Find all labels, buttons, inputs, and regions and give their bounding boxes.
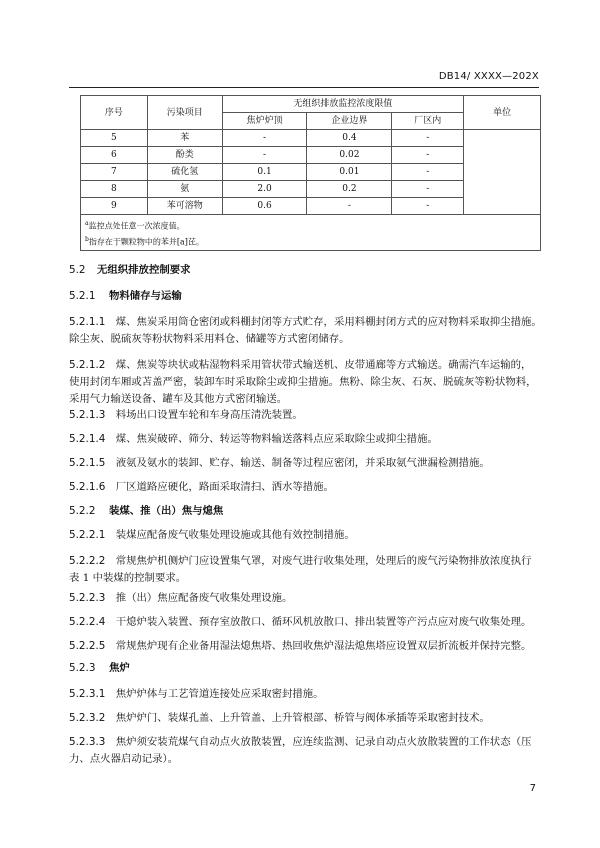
- clause-text: 焦炉须安装荒煤气自动点火放散装置，应连续监测、记录自动点火放散装置的工作状态（压: [115, 736, 532, 748]
- table-note: [85, 217, 536, 233]
- clause-paragraph: [69, 357, 543, 408]
- table-notes: [81, 215, 541, 251]
- section-title: 装煤、推（出）焦与熄焦: [109, 505, 224, 517]
- section-number: 5.2.2: [69, 505, 96, 517]
- row-pollutant: 酚类: [147, 147, 222, 164]
- col-header-oven-top: 焦炉炉顶: [222, 113, 307, 130]
- clause-number: 5.2.1.2: [69, 359, 106, 371]
- clause-number: 5.2.1.1: [69, 316, 106, 328]
- clause-number: 5.2.2.3: [69, 592, 106, 604]
- clause-number: 5.2.3.3: [69, 736, 106, 748]
- row-plant-area: -: [392, 164, 464, 181]
- clause-text: 使用封闭车厢或苫盖严密，装卸车时采取除尘或抑尘措施。焦粉、除尘灰、石灰、脱硫灰等粉状物料，: [69, 376, 537, 388]
- note-text: 指存在于颗粒物中的苯并[a]芘。: [88, 237, 204, 247]
- col-header-limit-group: 无组织排放监控浓度限值: [222, 96, 463, 113]
- section-number: 5.2: [69, 264, 86, 276]
- clause-text: 除尘灰、脱硫灰等粉状物料采用料仓、储罐等方式密闭储存。: [69, 333, 350, 345]
- col-header-boundary: 企业边界: [307, 113, 392, 130]
- clause-text: 力、点火器启动记录）。: [69, 753, 179, 765]
- col-header-pollutant: 污染项目: [147, 96, 222, 130]
- row-oven-top: 0.1: [222, 164, 307, 181]
- row-plant-area: -: [392, 130, 464, 147]
- section-title: 物料储存与运输: [109, 290, 182, 302]
- section-number: 5.2.1: [69, 290, 96, 302]
- clause-paragraph: [69, 407, 543, 424]
- clause-paragraph: [69, 553, 543, 587]
- note-mark: b: [85, 235, 89, 243]
- clause-number: 5.2.2.5: [69, 640, 106, 652]
- clause-text: 煤、焦炭采用筒仓密闭或料棚封闭等方式贮存，采用料棚封闭方式的应对物料采取抑尘措施。: [115, 316, 542, 328]
- row-pollutant: 硫化氢: [147, 164, 222, 181]
- section-heading: [69, 503, 543, 520]
- row-oven-top: 2.0: [222, 181, 307, 198]
- document-code: DB14/ XXXX—202X: [438, 71, 539, 82]
- clause-paragraph: [69, 314, 543, 348]
- clause-text: 煤、焦炭等块状或粘湿物料采用管状带式输送机、皮带通廊等方式输送。确需汽车运输的，: [115, 359, 532, 371]
- clause-text: 焦炉炉体与工艺管道连接处应采取密封措施。: [115, 688, 324, 700]
- clause-number: 5.2.1.5: [69, 457, 106, 469]
- row-seq: 7: [81, 164, 148, 181]
- row-boundary: 0.02: [307, 147, 392, 164]
- note-text: 监控点处任意一次浓度值。: [88, 221, 185, 231]
- clause-paragraph: [69, 638, 543, 655]
- clause-paragraph: [69, 710, 543, 727]
- clause-text: 采用气力输送设备、罐车及其他方式密闭输送。: [69, 393, 288, 405]
- clause-text: 常规焦炉机侧炉门应设置集气罩，对废气进行收集处理，处理后的废气污染物排放浓度执行: [115, 555, 532, 567]
- emission-limits-table: [80, 95, 541, 251]
- section-heading: [69, 288, 543, 305]
- row-plant-area: -: [392, 198, 464, 215]
- col-header-unit: 单位: [464, 96, 541, 130]
- row-unit: [464, 130, 541, 215]
- clause-paragraph: [69, 527, 543, 544]
- col-header-seq: 序号: [81, 96, 148, 130]
- clause-paragraph: [69, 431, 543, 448]
- clause-paragraph: [69, 734, 543, 768]
- section-title: 无组织排放控制要求: [97, 264, 191, 276]
- clause-text: 推（出）焦应配备废气收集处理设施。: [115, 592, 293, 604]
- clause-text: 液氨及氨水的装卸、贮存、输送、制备等过程应密闭，并采取氨气泄漏检测措施。: [115, 457, 490, 469]
- row-pollutant: 苯: [147, 130, 222, 147]
- clause-number: 5.2.2.2: [69, 555, 106, 567]
- table-body: [81, 130, 541, 215]
- clause-text: 干熄炉装入装置、预存室放散口、循环风机放散口、排出装置等产污点应对废气收集处理。: [115, 616, 532, 628]
- clause-number: 5.2.2.4: [69, 616, 106, 628]
- row-boundary: 0.4: [307, 130, 392, 147]
- row-pollutant: 苯可溶物: [147, 198, 222, 215]
- row-oven-top: 0.6: [222, 198, 307, 215]
- note-mark: a: [85, 220, 89, 227]
- clause-text: 装煤应配备废气收集处理设施或其他有效控制措施。: [115, 529, 355, 541]
- clause-paragraph: [69, 455, 543, 472]
- row-boundary: -: [307, 198, 392, 215]
- table-row: [81, 130, 541, 147]
- col-header-plant-area: 厂区内: [392, 113, 464, 130]
- section-heading: [69, 262, 543, 279]
- clause-number: 5.2.2.1: [69, 529, 106, 541]
- clause-number: 5.2.1.3: [69, 409, 106, 421]
- row-plant-area: -: [392, 147, 464, 164]
- clause-paragraph: [69, 686, 543, 703]
- clause-text: 厂区道路应硬化，路面采取清扫、洒水等措施。: [115, 481, 334, 493]
- clause-number: 5.2.1.4: [69, 433, 106, 445]
- clause-paragraph: [69, 479, 543, 496]
- clause-paragraph: [69, 614, 543, 631]
- table-note: [85, 233, 536, 249]
- row-oven-top: -: [222, 130, 307, 147]
- section-heading: [69, 660, 543, 677]
- row-boundary: 0.2: [307, 181, 392, 198]
- section-title: 焦炉: [109, 662, 130, 674]
- clause-number: 5.2.1.6: [69, 481, 106, 493]
- section-number: 5.2.3: [69, 662, 96, 674]
- clause-text: 料场出口设置车轮和车身高压清洗装置。: [115, 409, 303, 421]
- clause-text: 焦炉炉门、装煤孔盖、上升管盖、上升管根部、桥管与阀体承插等采取密封技术。: [115, 712, 490, 724]
- clause-number: 5.2.3.1: [69, 688, 106, 700]
- clause-text: 常规焦炉现有企业备用湿法熄焦塔、热回收焦炉湿法熄焦塔应设置双层折流板并保持完整。: [115, 640, 532, 652]
- row-seq: 8: [81, 181, 148, 198]
- header-divider: [69, 87, 539, 88]
- row-seq: 6: [81, 147, 148, 164]
- row-pollutant: 氨: [147, 181, 222, 198]
- clause-paragraph: [69, 590, 543, 607]
- row-seq: 5: [81, 130, 148, 147]
- row-seq: 9: [81, 198, 148, 215]
- clause-text: 表 1 中装煤的控制要求。: [69, 572, 187, 584]
- page-number: 7: [529, 783, 536, 794]
- clause-text: 煤、焦炭破碎、筛分、转运等物料输送落料点应采取除尘或抑尘措施。: [115, 433, 438, 445]
- clause-number: 5.2.3.2: [69, 712, 106, 724]
- row-oven-top: -: [222, 147, 307, 164]
- row-plant-area: -: [392, 181, 464, 198]
- row-boundary: 0.01: [307, 164, 392, 181]
